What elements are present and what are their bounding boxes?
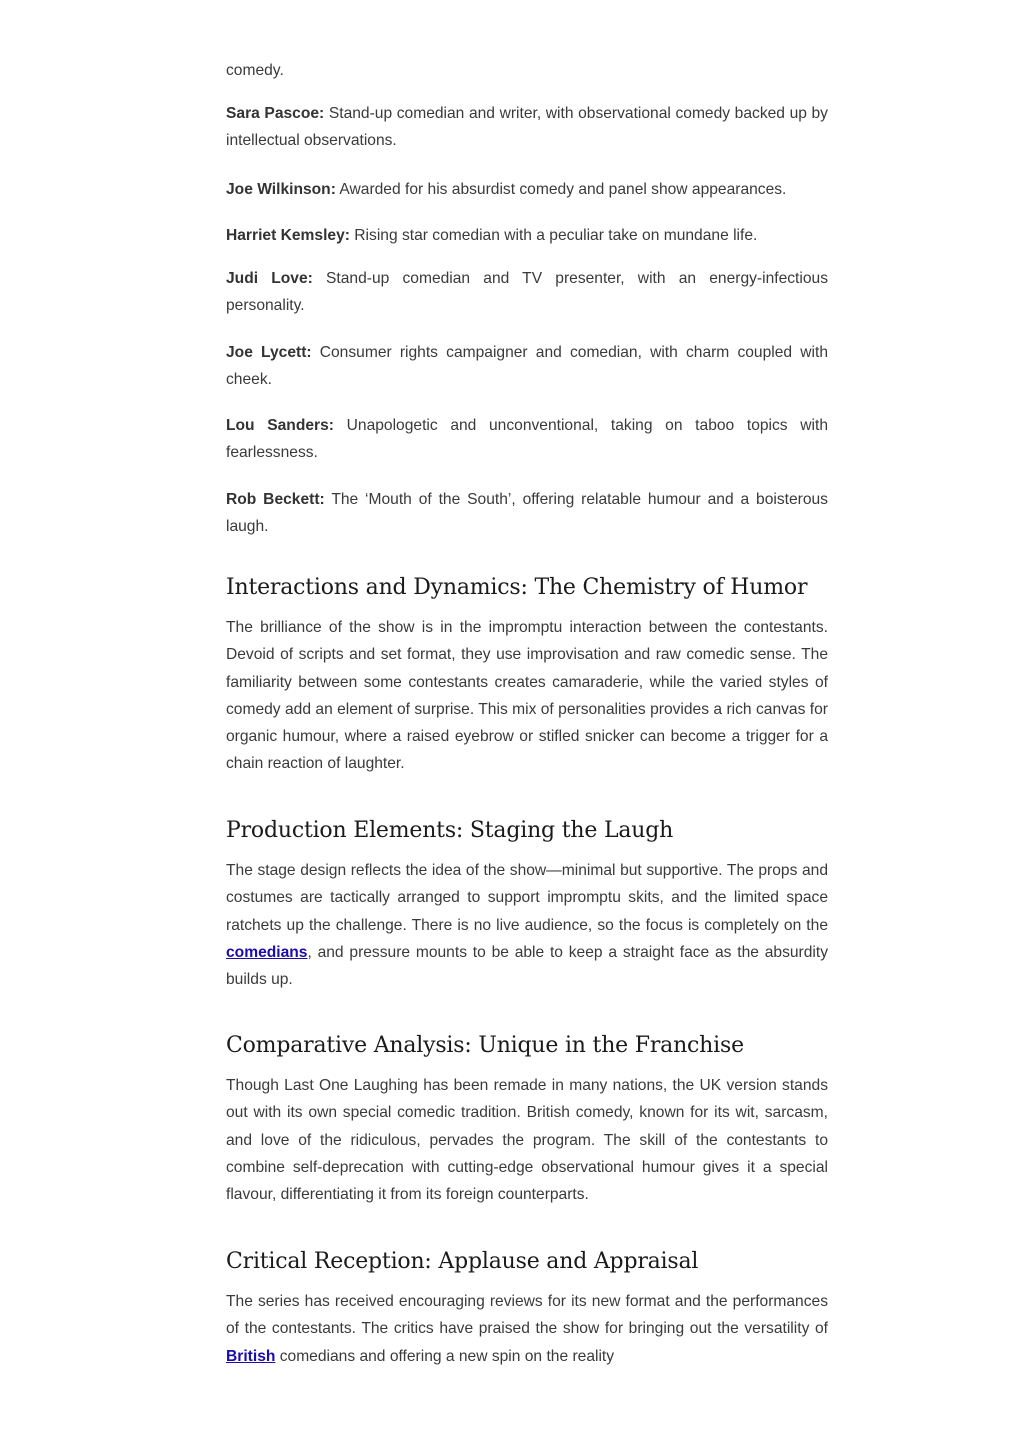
comedian-name: Harriet Kemsley: xyxy=(226,227,350,244)
comedian-name: Joe Wilkinson: xyxy=(226,181,336,198)
section-heading-comparative: Comparative Analysis: Unique in the Franchise xyxy=(226,1033,744,1058)
comedian-entry-judi-love xyxy=(226,265,828,320)
comedian-description: Unapologetic and unconventional, taking on taboo topics with fearlessness. xyxy=(226,417,828,462)
comedian-name: Joe Lycett: xyxy=(226,344,312,361)
comedian-name: Sara Pascoe: xyxy=(226,105,325,122)
section-heading-production: Production Elements: Staging the Laugh xyxy=(226,818,674,843)
comedian-description: Rising star comedian with a peculiar take on mundane life. xyxy=(354,227,758,244)
section-body-production xyxy=(226,857,828,993)
comedians-link[interactable]: comedians xyxy=(226,943,308,961)
comedian-description: Stand-up comedian and writer, with observational comedy backed up by intellectual observations. xyxy=(226,105,828,150)
comedian-description: Consumer rights campaigner and comedian, with charm coupled with cheek. xyxy=(226,344,828,389)
comedian-entry-joe-lycett xyxy=(226,339,828,394)
body-text: comedians and offering a new spin on the reality xyxy=(275,1347,615,1365)
continued-text: comedy. xyxy=(226,62,284,79)
comedian-name: Judi Love: xyxy=(226,270,313,287)
section-heading-interactions: Interactions and Dynamics: The Chemistry of Humor xyxy=(226,575,808,600)
comedian-name: Lou Sanders: xyxy=(226,417,334,434)
body-text: The series has received encouraging reviews for its new format and the performances of the contestants. The critics have praised the show for bringing out the versatility of xyxy=(226,1293,828,1338)
british-link[interactable]: British xyxy=(226,1347,276,1365)
comedian-entry-lou-sanders xyxy=(226,412,828,467)
section-body-interactions: The brilliance of the show is in the impromptu interaction between the contestants. Devoid of scripts and set format, they use improvisation and raw comedic sense. The familiarity between some contestants creates camaraderie, while the varied styles of comedy add an element of surprise. This mix of personalities provides a rich canvas for organic humour, where a raised eyebrow or stifled snicker can become a trigger for a chain reaction of laughter. xyxy=(226,619,828,773)
comedian-description: The ‘Mouth of the South’, offering relatable humour and a boisterous laugh. xyxy=(226,491,828,536)
comedian-description: Stand-up comedian and TV presenter, with an energy-infectious personality. xyxy=(226,270,828,315)
comedian-description: Awarded for his absurdist comedy and panel show appearances. xyxy=(339,181,787,198)
comedian-name: Rob Beckett: xyxy=(226,491,325,508)
section-body-critical-reception xyxy=(226,1288,828,1370)
comedian-entry-harriet-kemsley xyxy=(226,222,828,249)
body-text: , and pressure mounts to be able to keep a straight face as the absurdity builds up. xyxy=(226,943,828,989)
comedian-entry-sara-pascoe xyxy=(226,100,828,155)
comedian-entry-rob-beckett xyxy=(226,486,828,541)
comedian-entry-joe-wilkinson xyxy=(226,176,828,203)
section-body-comparative: Though Last One Laughing has been remade in many nations, the UK version stands out with its own special comedic tradition. British comedy, known for its wit, sarcasm, and love of the ridiculous, pervades the program. The skill of the contestants to combine self-deprecation with cutting-edge observational humour gives it a special flavour, differentiating it from its foreign counterparts. xyxy=(226,1077,828,1204)
body-text: The stage design reflects the idea of the show—minimal but supportive. The props and costumes are tactically arranged to support impromptu skits, and the limited space ratchets up the challenge. There is no live audience, so the focus is completely on the xyxy=(226,862,828,934)
section-heading-critical-reception: Critical Reception: Applause and Appraisal xyxy=(226,1249,699,1274)
